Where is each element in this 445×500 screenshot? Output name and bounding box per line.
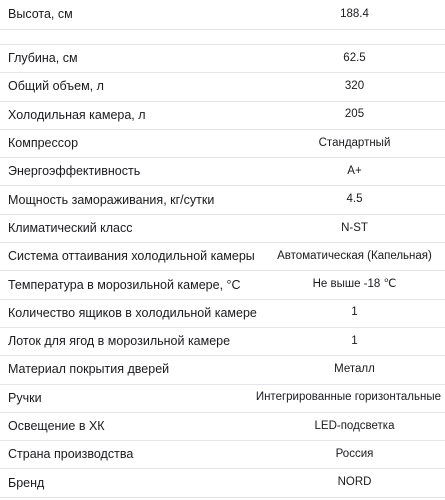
spec-label: Ручки <box>8 390 42 405</box>
spec-row-depth <box>0 45 445 73</box>
spec-value: 188.4 <box>340 7 369 20</box>
spec-row-freezer-temperature <box>0 271 445 299</box>
spec-label: Холодильная камера, л <box>8 107 146 122</box>
spec-value: Автоматическая (Капельная) <box>277 249 432 262</box>
spec-value: 1 <box>351 306 358 319</box>
spec-row-country <box>0 441 445 469</box>
spec-value: 62.5 <box>343 51 366 64</box>
spec-separator <box>0 30 445 45</box>
spec-row-fridge-volume <box>0 102 445 130</box>
spec-row-fridge-drawers <box>0 300 445 328</box>
spec-value: 4.5 <box>346 193 363 206</box>
spec-row-defrost-system <box>0 243 445 271</box>
spec-label: Компрессор <box>8 136 79 151</box>
spec-value: Россия <box>335 447 374 460</box>
spec-label: Температура в морозильной камере, °C <box>8 277 241 292</box>
spec-value: 1 <box>351 334 358 347</box>
spec-label: Мощность замораживания, кг/сутки <box>8 192 215 207</box>
spec-row-brand <box>0 469 445 497</box>
spec-row-compressor <box>0 130 445 158</box>
spec-value: Металл <box>334 363 375 376</box>
spec-value: Стандартный <box>318 136 391 149</box>
spec-value: A+ <box>347 164 362 177</box>
spec-label: Энергоэффективность <box>8 164 141 179</box>
spec-label: Общий объем, л <box>8 79 104 94</box>
spec-label: Количество ящиков в холодильной камере <box>8 305 257 320</box>
spec-value: LED-подсветка <box>314 419 395 432</box>
spec-value: 320 <box>344 80 365 93</box>
spec-row-lighting <box>0 413 445 441</box>
spec-row-handles <box>0 385 445 413</box>
spec-label: Высота, см <box>8 7 73 21</box>
spec-label: Освещение в ХК <box>8 419 105 433</box>
spec-value: NORD <box>337 476 372 489</box>
spec-label: Материал покрытия дверей <box>8 362 170 377</box>
spec-row-freezing-capacity <box>0 186 445 214</box>
spec-label: Климатический класс <box>8 220 133 235</box>
spec-label: Лоток для ягод в морозильной камере <box>8 334 231 349</box>
spec-label: Глубина, см <box>8 51 78 66</box>
spec-row-climate-class <box>0 215 445 243</box>
spec-row-berry-tray <box>0 328 445 356</box>
spec-value: N-ST <box>341 221 368 234</box>
spec-row-door-material <box>0 356 445 384</box>
spec-value: Интегрированные горизонтальные <box>255 391 441 404</box>
spec-value: Не выше -18 ℃ <box>312 278 397 291</box>
spec-label: Страна производства <box>8 447 134 462</box>
spec-row-energy-efficiency <box>0 158 445 186</box>
spec-value: 205 <box>344 108 365 121</box>
spec-label: Бренд <box>8 475 45 490</box>
spec-row-total-volume <box>0 73 445 101</box>
spec-row-height <box>0 0 445 30</box>
spec-label: Система оттаивания холодильной камеры <box>8 249 255 264</box>
